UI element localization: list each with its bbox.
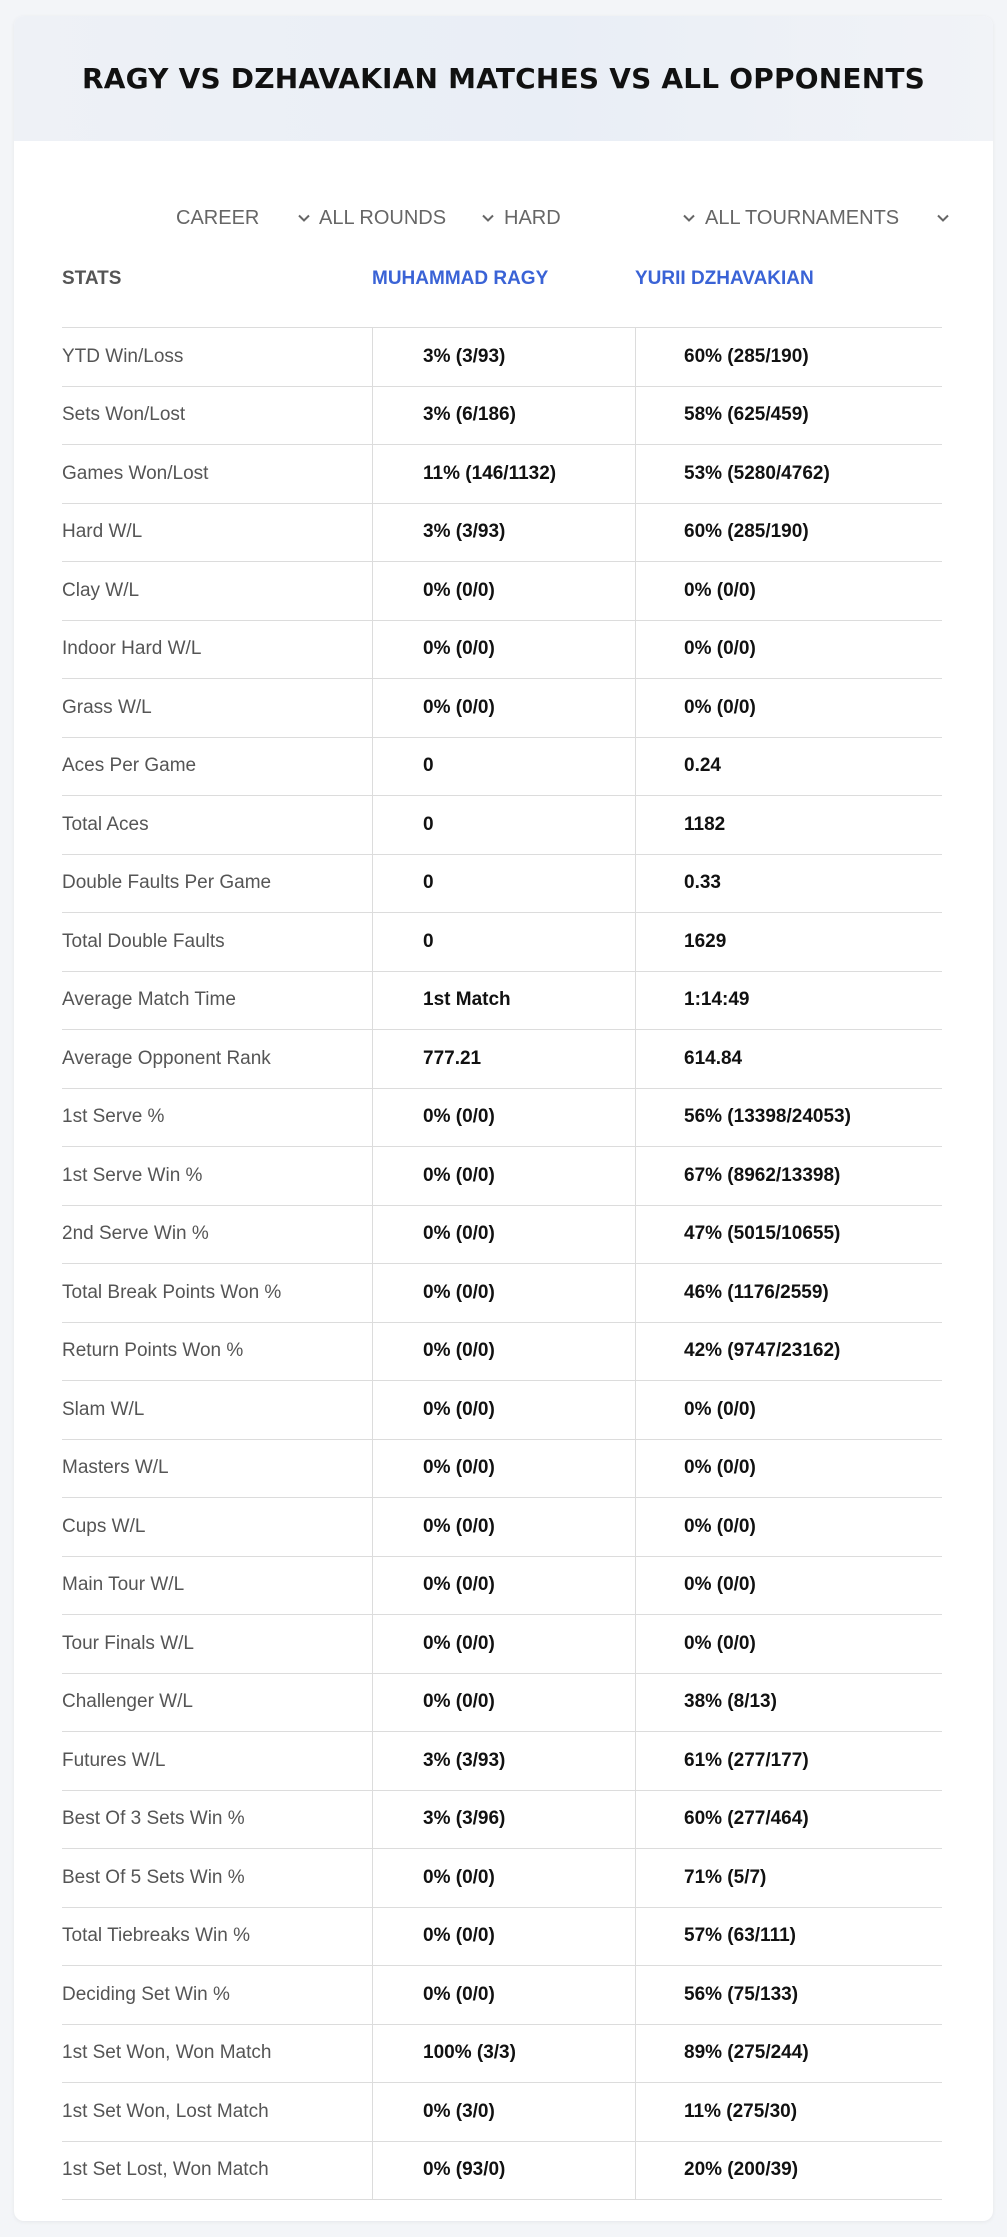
table-row [62,855,942,914]
stat-label: 1st Set Lost, Won Match [62,2159,269,2181]
player2-value: 47% (5015/10655) [635,1206,942,1264]
player2-value: 57% (63/111) [635,1908,942,1966]
stats-table [62,244,942,2200]
stat-label: Futures W/L [62,1749,166,1771]
stat-label: Masters W/L [62,1457,169,1479]
player1-value: 3% (3/93) [372,1732,635,1790]
tournaments-dropdown[interactable] [705,192,951,244]
table-row [62,1557,942,1616]
table-row [62,2142,942,2201]
player1-value: 0% (0/0) [372,1908,635,1966]
player1-value: 3% (6/186) [372,387,635,445]
table-row [62,504,942,563]
player1-value: 3% (3/96) [372,1791,635,1849]
stat-label: 1st Set Won, Lost Match [62,2100,269,2122]
stat-label: Grass W/L [62,696,152,718]
player1-value: 0 [372,796,635,854]
stat-label: Main Tour W/L [62,1574,185,1596]
stat-label: YTD Win/Loss [62,345,184,367]
player2-value: 60% (277/464) [635,1791,942,1849]
card-header [14,16,993,141]
player2-value: 0% (0/0) [635,679,942,737]
stat-label: Cups W/L [62,1515,146,1537]
table-row [62,1908,942,1967]
player1-value: 11% (146/1132) [372,445,635,503]
player2-value: 1:14:49 [635,972,942,1030]
stat-label: 2nd Serve Win % [62,1223,209,1245]
table-row [62,1089,942,1148]
table-row [62,796,942,855]
stat-label: Best Of 5 Sets Win % [62,1866,245,1888]
player2-value: 614.84 [635,1030,942,1088]
table-row [62,1206,942,1265]
stat-label: Slam W/L [62,1398,145,1420]
stat-label: Best Of 3 Sets Win % [62,1808,245,1830]
player2-column-header[interactable]: YURII DZHAVAKIAN [635,268,814,289]
player1-value: 0% (0/0) [372,1966,635,2024]
player2-value: 56% (13398/24053) [635,1089,942,1147]
player2-value: 0% (0/0) [635,1615,942,1673]
player2-value: 89% (275/244) [635,2025,942,2083]
player1-value: 0% (0/0) [372,1089,635,1147]
table-header [62,244,942,328]
stat-label: 1st Set Won, Won Match [62,2042,272,2064]
player1-value: 0% (0/0) [372,1674,635,1732]
player2-value: 0.24 [635,738,942,796]
stat-label: Average Opponent Rank [62,1047,271,1069]
table-row [62,1674,942,1733]
table-row [62,621,942,680]
table-row [62,328,942,387]
stat-label: Double Faults Per Game [62,872,272,894]
table-row [62,1966,942,2025]
table-row [62,1030,942,1089]
table-row [62,1264,942,1323]
table-row [62,679,942,738]
table-row [62,738,942,797]
player2-value: 11% (275/30) [635,2083,942,2141]
player2-value: 0% (0/0) [635,562,942,620]
player1-value: 0% (0/0) [372,1440,635,1498]
table-row [62,1849,942,1908]
player2-value: 0% (0/0) [635,1498,942,1556]
player2-value: 42% (9747/23162) [635,1323,942,1381]
stats-card [14,16,993,2221]
player2-value: 38% (8/13) [635,1674,942,1732]
player1-value: 0% (93/0) [372,2142,635,2200]
player2-value: 20% (200/39) [635,2142,942,2200]
table-row [62,1498,942,1557]
player1-value: 0% (0/0) [372,1147,635,1205]
stat-label: Average Match Time [62,989,236,1011]
player1-value: 0% (0/0) [372,562,635,620]
player1-value: 100% (3/3) [372,2025,635,2083]
player2-value: 53% (5280/4762) [635,445,942,503]
player1-value: 3% (3/93) [372,504,635,562]
stat-label: 1st Serve % [62,1106,165,1128]
table-row [62,1732,942,1791]
player1-value: 0% (0/0) [372,1323,635,1381]
surface-dropdown[interactable] [504,192,697,244]
player1-value: 777.21 [372,1030,635,1088]
stat-label: Hard W/L [62,521,143,543]
page-title: RAGY VS DZHAVAKIAN MATCHES VS ALL OPPONENTS [81,62,926,95]
stat-label: 1st Serve Win % [62,1164,203,1186]
stat-label: Clay W/L [62,579,140,601]
stat-label: Total Break Points Won % [62,1281,282,1303]
player1-value: 0% (3/0) [372,2083,635,2141]
player1-value: 0% (0/0) [372,1264,635,1322]
surface-dropdown-label: HARD [504,206,561,229]
player1-value: 0% (0/0) [372,1557,635,1615]
player2-value: 0% (0/0) [635,1440,942,1498]
player2-value: 71% (5/7) [635,1849,942,1907]
stat-label: Games Won/Lost [62,462,209,484]
table-row [62,972,942,1031]
player1-value: 0 [372,738,635,796]
player2-value: 0% (0/0) [635,1381,942,1439]
table-row [62,1440,942,1499]
player1-value: 3% (3/93) [372,328,635,386]
table-row [62,1615,942,1674]
table-row [62,913,942,972]
player1-value: 0% (0/0) [372,1615,635,1673]
player2-value: 1629 [635,913,942,971]
stat-label: Indoor Hard W/L [62,638,202,660]
player2-value: 1182 [635,796,942,854]
player2-value: 60% (285/190) [635,328,942,386]
filter-bar [14,192,993,244]
chevron-down-icon [480,210,496,226]
player1-value: 0% (0/0) [372,1206,635,1264]
player2-value: 0.33 [635,855,942,913]
table-row [62,2025,942,2084]
player2-value: 58% (625/459) [635,387,942,445]
player1-value: 0 [372,913,635,971]
player1-value: 0% (0/0) [372,679,635,737]
player1-value: 0% (0/0) [372,1381,635,1439]
table-row [62,445,942,504]
rounds-dropdown-label: ALL ROUNDS [319,206,447,229]
table-row [62,1323,942,1382]
period-dropdown-label: CAREER [176,206,260,229]
stat-label: Return Points Won % [62,1340,244,1362]
chevron-down-icon [935,210,951,226]
player2-value: 0% (0/0) [635,1557,942,1615]
tournaments-dropdown-label: ALL TOURNAMENTS [705,206,900,229]
stat-label: Tour Finals W/L [62,1632,194,1654]
player1-column-header[interactable]: MUHAMMAD RAGY [372,268,549,289]
player2-value: 46% (1176/2559) [635,1264,942,1322]
stat-label: Sets Won/Lost [62,404,186,426]
stat-label: Total Double Faults [62,930,225,952]
table-row [62,1791,942,1850]
table-row [62,562,942,621]
period-dropdown[interactable] [176,192,312,244]
player2-value: 61% (277/177) [635,1732,942,1790]
player2-value: 56% (75/133) [635,1966,942,2024]
chevron-down-icon [296,210,312,226]
stat-label: Deciding Set Win % [62,1983,230,2005]
stat-label: Aces Per Game [62,755,197,777]
table-row [62,387,942,446]
stat-label: Total Tiebreaks Win % [62,1925,250,1947]
table-row [62,1147,942,1206]
stats-column-header: STATS [62,268,122,289]
player1-value: 0% (0/0) [372,621,635,679]
table-row [62,2083,942,2142]
table-row [62,1381,942,1440]
player1-value: 0% (0/0) [372,1849,635,1907]
player2-value: 60% (285/190) [635,504,942,562]
rounds-dropdown[interactable] [319,192,496,244]
table-body [62,328,942,2200]
stat-label: Challenger W/L [62,1691,193,1713]
player2-value: 0% (0/0) [635,621,942,679]
stat-label: Total Aces [62,813,149,835]
player1-value: 0 [372,855,635,913]
player1-value: 1st Match [372,972,635,1030]
player2-value: 67% (8962/13398) [635,1147,942,1205]
player1-value: 0% (0/0) [372,1498,635,1556]
chevron-down-icon [681,210,697,226]
